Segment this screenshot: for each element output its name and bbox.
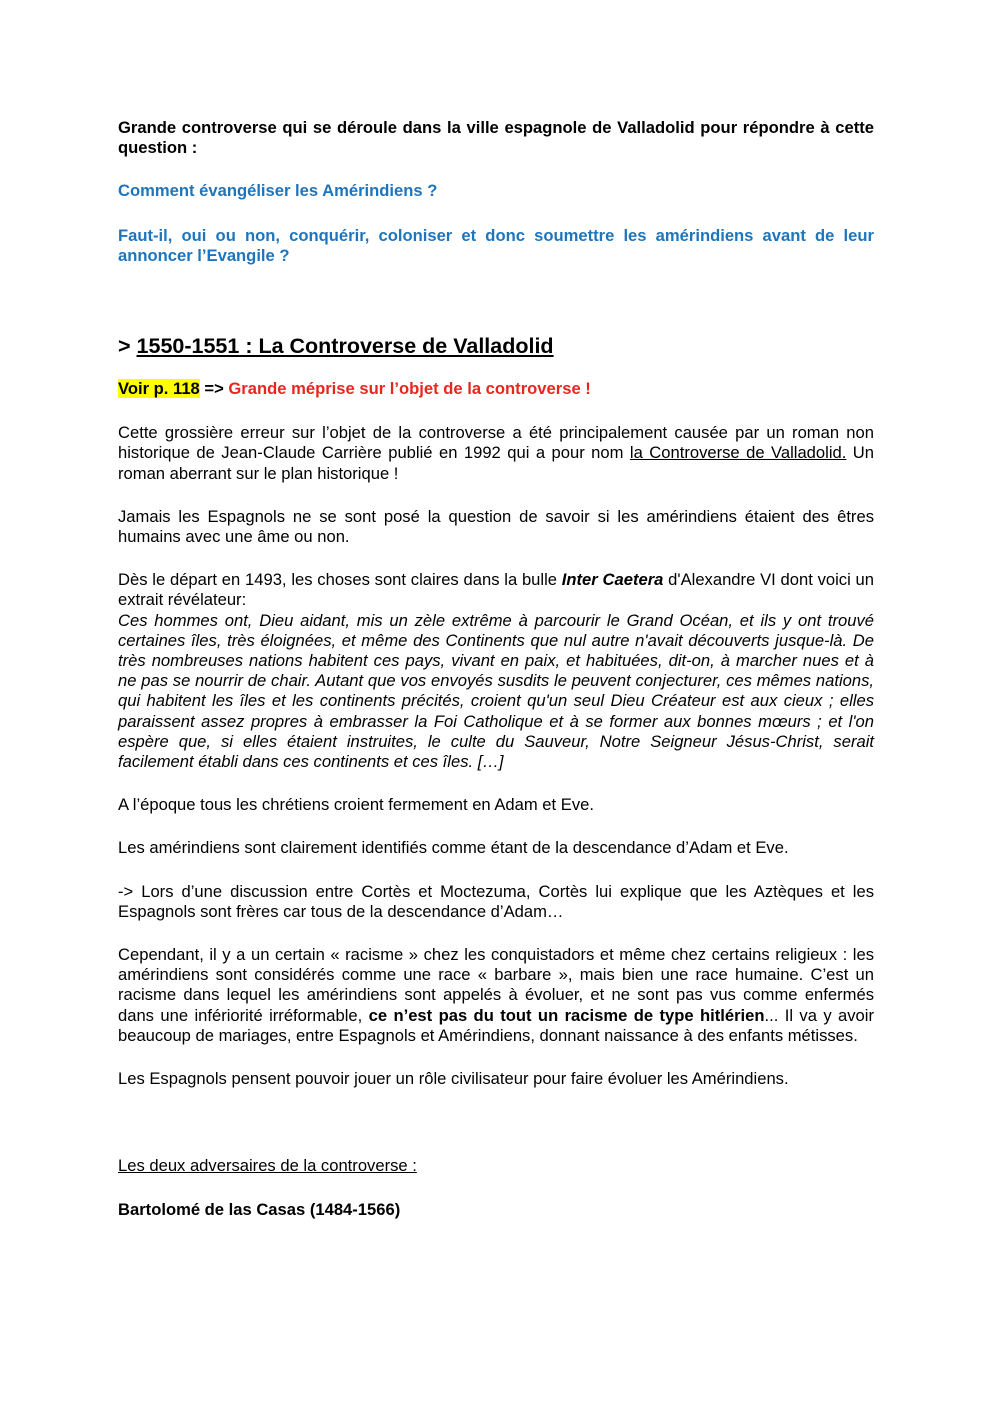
paragraph-racisme-text: Cependant, il y a un certain « racisme » chez les conquistadors et même chez certains religieux : les amérindiens sont considérés comme une race « barbare », mais bien une race humaine. C’est un racisme dans lequel les amérindiens sont appelés à évoluer, et ne sont pas vus comme enfermés dans une infériorité irréformable,: [118, 945, 874, 1025]
racisme-bold: ce n’est pas du tout un racisme de type hitlérien: [368, 1005, 765, 1025]
roman-title-link: la Controverse de Valladolid.: [629, 443, 847, 463]
paragraph-adam-eve: A l’époque tous les chrétiens croient fermement en Adam et Eve.: [118, 795, 594, 815]
las-casas-heading: Bartolomé de las Casas (1484-1566): [118, 1199, 401, 1219]
paragraph-bulle: [118, 570, 874, 610]
paragraph-descendance: Les amérindiens sont clairement identifiés comme étant de la descendance d’Adam et Eve.: [118, 838, 789, 858]
paragraph-civilisateur: Les Espagnols pensent pouvoir jouer un rôle civilisateur pour faire évoluer les Amérindiens.: [118, 1069, 789, 1089]
question-evangelize: Comment évangéliser les Amérindiens ?: [118, 181, 438, 201]
section-heading: [118, 333, 874, 359]
paragraph-bulle-text: Dès le départ en 1493, les choses sont claires dans la bulle: [118, 570, 562, 590]
bull-name: Inter Caetera: [561, 570, 664, 590]
paragraph-cortes: -> Lors d’une discussion entre Cortès et Moctezuma, Cortès lui explique que les Aztèques et les Espagnols sont frères car tous de la descendance d’Adam…: [118, 881, 874, 921]
arrow-text: =>: [199, 379, 229, 399]
adversaries-title: Les deux adversaires de la controverse :: [118, 1156, 417, 1176]
heading-prefix: >: [118, 334, 137, 359]
bull-quote: Ces hommes ont, Dieu aidant, mis un zèle extrême à parcourir le Grand Océan, et ils y ont trouvé certaines îles, très éloignées, et même des Continents que nul autre n'avait découverts jusque-là. De très nombreuses nations habitent ces pays, vivant en paix, et habituées, dit-on, à marcher nues et à ne pas se nourrir de chair. Autant que vos envoyés susdits le peuvent conjecturer, ces mêmes nations, qui habitent les îles et les continents précités, croient qu'un seul Dieu Créateur est aux cieux ; elles paraissent assez propres à embrasser la Foi Catholique et à se former aux bonnes mœurs ; et l'on espère que, si elles étaient instruites, le culte du Sauveur, Notre Seigneur Jésus-Christ, serait facilement établi dans ces continents et ces îles. […]: [118, 610, 874, 772]
paragraph-ame: Jamais les Espagnols ne se sont posé la question de savoir si les amérindiens étaient des êtres humains avec une âme ou non.: [118, 506, 874, 547]
voir-line: [118, 379, 874, 399]
paragraph-bulle-end: d'Alexandre VI dont voici un extrait révélateur:: [118, 570, 875, 610]
question-lead: Grande controverse qui se déroule dans la ville espagnole de Valladolid pour répondre à cette question :: [118, 118, 874, 158]
paragraph-racisme-end: ... Il va y avoir beaucoup de mariages, entre Espagnols et Amérindiens, donnant naissance à des enfants métisses.: [118, 1005, 875, 1045]
page-reference-highlight: Voir p. 118: [118, 379, 200, 399]
warning-text: Grande méprise sur l’objet de la controverse !: [228, 379, 591, 399]
heading-title: 1550-1551 : La Controverse de Valladolid: [136, 334, 554, 359]
paragraph-roman: [118, 423, 874, 484]
paragraph-roman-end: Un roman aberrant sur le plan historique !: [118, 443, 875, 483]
question-conquer: Faut-il, oui ou non, conquérir, coloniser et donc soumettre les amérindiens avant de leur annoncer l’Evangile ?: [118, 225, 874, 265]
paragraph-roman-text: Cette grossière erreur sur l’objet de la controverse a été principalement causée par un roman non historique de Jean-Claude Carrière publié en 1992 qui a pour nom: [118, 423, 874, 463]
paragraph-racisme: [118, 945, 874, 1046]
document-body: [118, 118, 874, 1220]
